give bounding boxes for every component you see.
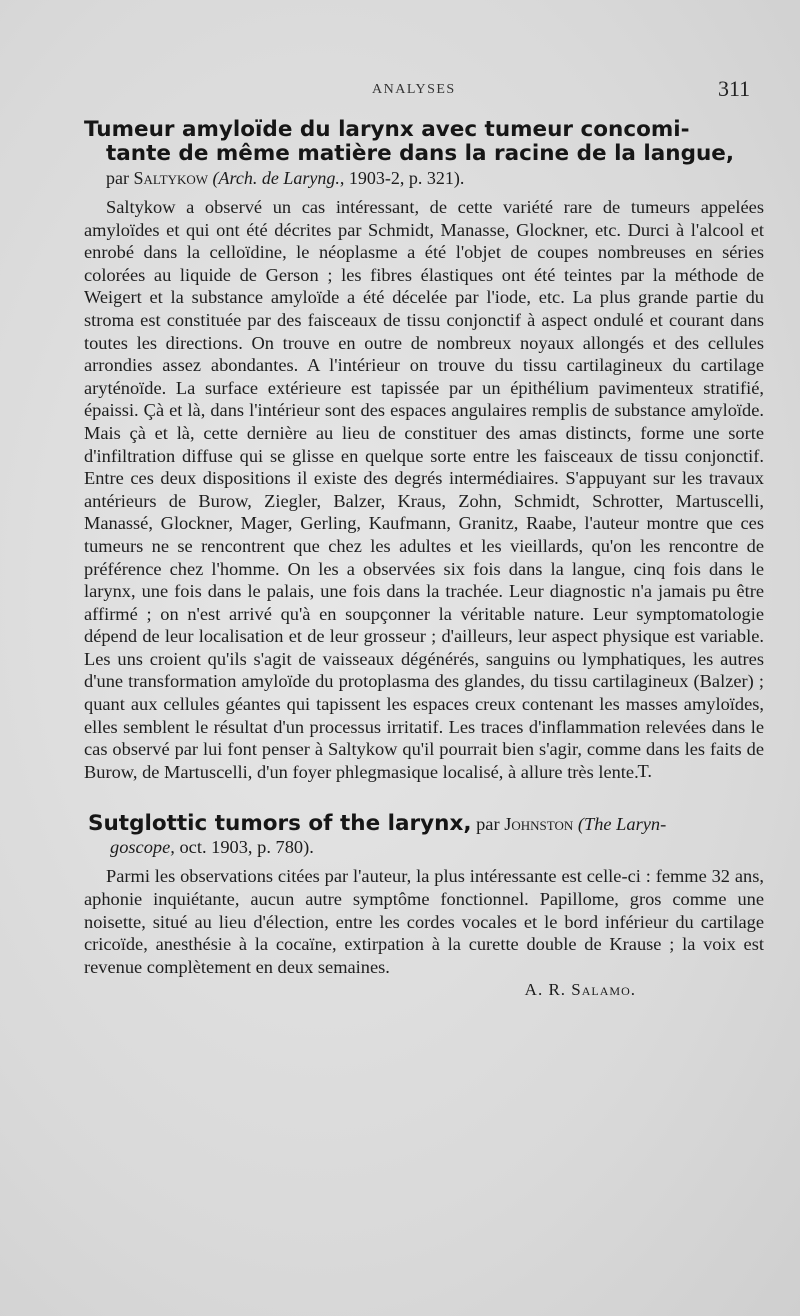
article-1-reference xyxy=(84,166,764,190)
article-2 xyxy=(84,812,764,1000)
article-1-title xyxy=(84,118,764,166)
citation: oct. 1903, p. 780). xyxy=(179,837,314,858)
journal-name: (Arch. de Laryng. xyxy=(212,168,340,188)
journal-name-part2: goscope, xyxy=(110,837,175,858)
article-1 xyxy=(84,118,764,782)
article-1-body: Saltykow a observé un cas intéressant, de cette variété rare de tumeurs appelées amyloïdes et qui ont été décrites par Schmidt, Manasse, Glockner, etc. Durci à l'alcool et enrobé dans la celloïdine, le néoplasme a été l'objet de coupes nombreuses en séries colorées au liquide de Gerson ; les fibres élastiques ont été teintes par la méthode de Weigert et la substance amyloïde a été décelée par l'iode, etc. La plus grande partie du stroma est constituée par des faisceaux de tissu conjonctif à aspect ondulé et courant dans toutes les directions. On trouve en outre de nombreux noyaux allongés et des cellules arrondies assez abondantes. A l'intérieur on trouve du tissu cartilagineux du cartilage aryténoïde. La surface extérieure est tapissée par un épithélium pavimenteux stratifié, épaissi. Çà et là, dans l'intérieur sont des espaces angulaires remplis de substance amyloïde. Mais çà et là, cette dernière au lieu de constituer des amas distincts, forme une sorte d'infiltration diffuse qui se glisse en quelque sorte entre les faisceaux de tissu conjonctif. Entre ces deux dispositions il existe des degrés intermédiaires. S'appuyant sur les travaux antérieurs de Burow, Ziegler, Balzer, Kraus, Zohn, Schmidt, Schrotter, Martuscelli, Manassé, Glockner, Mager, Gerling, Kaufmann, Granitz, Raabe, l'auteur montre que ces tumeurs ne se rencontrent que chez les adultes et les vieillards, qu'on les rencontre de préférence chez l'homme. On les a observées six fois dans la langue, cinq fois dans le larynx, une fois dans le palais, une fois dans la trachée. Leur diagnostic n'a jamais pu être affirmé ; on n'est arrivé qu'à en soupçonner la véritable nature. Leur symptomatologie dépend de leur localisation et de leur grosseur ; d'ailleurs, leur aspect physique est variable. Les uns croient qu'ils s'agit de vaisseaux dégénérés, sanguins ou lymphatiques, les autres d'une transformation amyloïde du protoplasma des glandes, du tissu cartilagineux (Balzer) ; quant aux cellules géantes qui tapissent les espaces creux contenant les masses amyloïdes, elles semblent le résultat d'un processus irritatif. Les traces d'inflammation relevées dans le cas observé par lui font penser à Saltykow qu'il pourrait bien s'agir, comme dans les faits de Burow, de Martuscelli, d'un foyer phlegmasique localisé, à allure très lente. xyxy=(84,197,764,782)
running-title: ANALYSES xyxy=(372,82,456,97)
running-head xyxy=(0,78,800,102)
article-1-signature: T. xyxy=(637,761,652,782)
author-name: Johnston xyxy=(504,814,574,835)
author-prefix: par xyxy=(106,168,129,188)
article-1-title-line1: Tumeur amyloïde du larynx avec tumeur concomi- xyxy=(84,117,690,142)
article-1-title-line2: tante de même matière dans la racine de la langue, xyxy=(106,141,735,166)
journal-name-part1: (The Laryn- xyxy=(577,814,667,835)
article-2-reference-cont xyxy=(88,836,764,859)
article-2-heading xyxy=(84,812,764,859)
author-prefix: par xyxy=(476,814,500,835)
article-2-body: Parmi les observations citées par l'auteur, la plus intéressante est celle-ci : femme 32 ans, aphonie inquiétante, aucun autre symptôme fonctionnel. Papillome, gros comme une noisette, situé au lieu d'élection, entre les cordes vocales et le bord inférieur du cartilage cricoïde, anesthésie à la cocaïne, extirpation à la curette double de Krause ; la voix est revenue complètement en deux semaines. xyxy=(84,866,764,977)
article-2-signature: A. R. Salamo. xyxy=(524,980,636,1000)
article-2-title: Sutglottic tumors of the larynx, xyxy=(88,811,472,837)
citation: , 1903-2, p. 321). xyxy=(339,168,465,188)
page-number: 311 xyxy=(718,76,751,101)
page-content xyxy=(84,118,764,1000)
author-name: Saltykow xyxy=(133,168,209,188)
